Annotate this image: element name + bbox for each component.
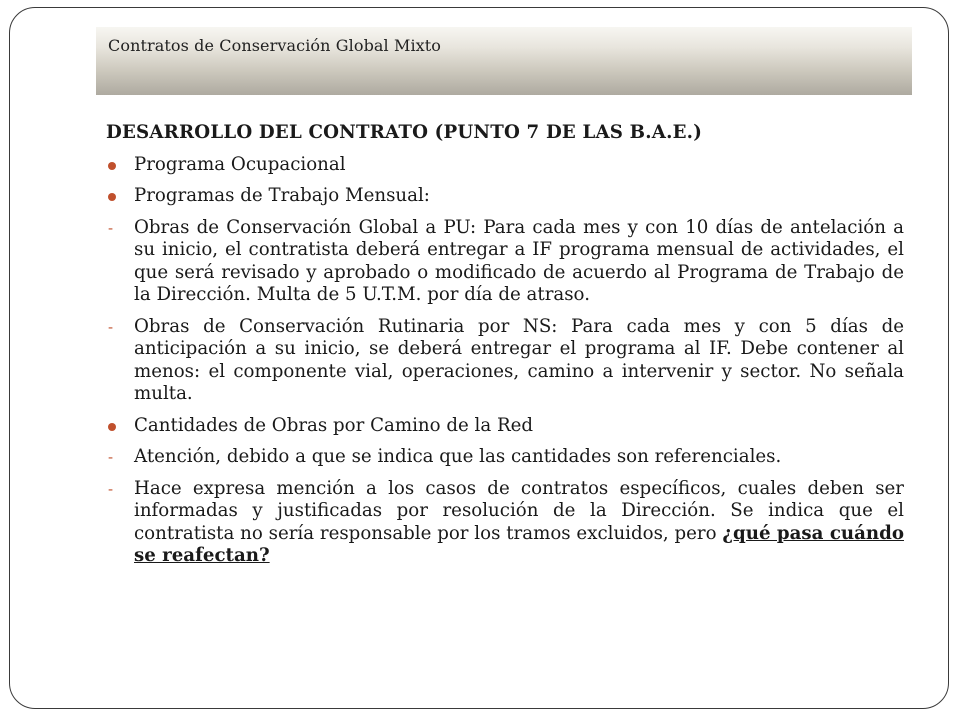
dash-icon: - [108,317,114,336]
section-heading: DESARROLLO DEL CONTRATO (PUNTO 7 DE LAS B.A.E.) [106,122,703,143]
dash-item [106,446,904,469]
emphasized-question: ¿qué pasa cuándo se reafectan? [134,522,904,566]
content-area [106,122,904,577]
bullet-dot-icon [108,162,116,170]
dash-text: Hace expresa mención a los casos de contratos específicos, cuales deben ser informadas y justificadas por resolución de la Dirección. Se indica que el contratista no sería responsable por los tramos excluidos, pero [134,477,904,544]
bullet-item [106,415,904,438]
dash-item [106,478,904,568]
dash-icon: - [108,479,114,498]
bullet-text: Programa Ocupacional [134,153,346,175]
dash-text: Atención, debido a que se indica que las cantidades son referenciales. [134,446,782,467]
bullet-item [106,154,904,177]
bullet-text: Cantidades de Obras por Camino de la Red [134,414,534,436]
bullet-item [106,185,904,208]
bullet-dot-icon [108,423,116,431]
bullet-dot-icon [108,193,116,201]
dash-text: Obras de Conservación Global a PU: Para cada mes y con 10 días de antelación a su inicio, el contratista deberá entregar a IF programa mensual de actividades, el que será revisado y aprobado o modificado de acuerdo al Programa de Trabajo de la Dirección. Multa de 5 U.T.M. por día de atraso. [134,216,904,305]
dash-text: Obras de Conservación Rutinaria por NS: Para cada mes y con 5 días de anticipación a su inicio, se deberá entregar el programa al IF. Debe contener al menos: el componente vial, operaciones, camino a intervenir y sector. No señala multa. [134,315,904,404]
dash-item [106,316,904,406]
header-band [96,27,912,95]
dash-icon: - [108,218,114,237]
dash-item [106,217,904,307]
dash-icon: - [108,448,114,466]
bullet-text: Programas de Trabajo Mensual: [134,185,430,206]
header-title: Contratos de Conservación Global Mixto [108,36,442,55]
